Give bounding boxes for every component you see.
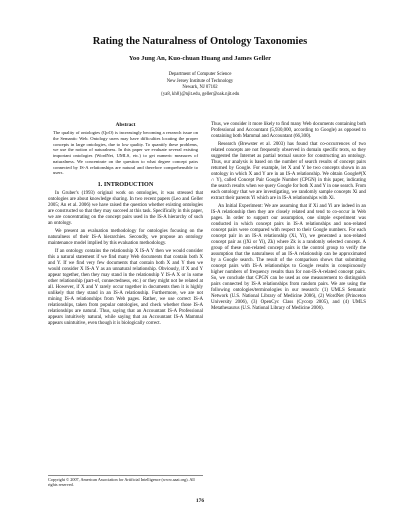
introduction-heading: 1. INTRODUCTION bbox=[97, 181, 154, 189]
abstract-heading: Abstract bbox=[115, 122, 136, 128]
abstract-text: The quality of ontologies (QoO) is increasingly becoming a research issue on the Semantic Web. Ontology users may have difficulties locating the proper concepts in large ontologies, due to low quality. To quantify these problems, we use the notion of naturalness. In this paper we evaluate several existing important ontologies (WordNet, UMLS, etc.) to get numeric measures of naturalness. We concentrate on the question to what degree concept pairs connected by IS-A relationships are natural and therefore comprehensible to users. bbox=[53, 130, 198, 176]
body-paragraph: If an ontology contains the relationship X IS-A Y then we would consider this a natural statement if we find many Web documents that contain both X and Y. If we find very few documents that contain both X and Y then we would consider X IS-A Y as an unnatural relationship. Obviously, if X and Y appear together, then they may stand in the relationship Y IS-A X or in some other relationship (part-of, connectedness, etc.) or they might not be related at all. However, if X and Y rarely occur together in documents then it is highly unlikely that they stand in an IS-A relationship. Furthermore, we are not mining IS-A relationships from Web pages. Rather, we use correct IS-A relationships, taken from popular ontologies, and check whether those IS-A relationships are natural. Thus, saying that an Accountant IS-A Professional appears intuitively natural, while saying that an Accountant IS-A Mammal appears unintuitive, even though it is biologically correct. bbox=[48, 248, 203, 327]
page-number: 176 bbox=[195, 498, 205, 504]
body-paragraph: Research (Brewster et al. 2003) has found that co-occurrences of two related concepts are not frequently observed in domain specific texts, so they suggested the Internet as partial textual source for constructing an ontology. Thus, our analysis is based on the number of search results of concept pairs returned by Google. For example, let X and Y be two concepts shown in an ontology in which X and Y are in an IS-A relationship. We obtain Google#(X ∩ Y), called Concept Pair Google Number (CPGN) in this paper, indicating the search results when we query Google for both X and Y in one search. From each ontology that we are investigating, we randomly sample concepts Xi and extract their parents Yi which are in IS-A relationships with Xi. bbox=[211, 141, 366, 202]
body-paragraph: Thus, we consider it more likely to find many Web documents containing both Professional and Accountant (5,930,000, according to Google) as opposed to containing both Mammal and Accountant (66,300). bbox=[211, 122, 366, 140]
affiliation-line: New Jersey Institute of Technology bbox=[166, 78, 234, 84]
affiliation-block bbox=[0, 72, 400, 98]
body-paragraph: We present an evaluation methodology for ontologies focusing on the naturalness of their IS-A hierarchies. Secondly, we propose an ontology maintenance model implied by this evaluation methodology. bbox=[48, 228, 203, 246]
right-column bbox=[211, 122, 366, 314]
body-paragraph: An Initial Experiment: We are assuming that if Xi and Yi are indeed in an IS-A relationship then they are closely related and tend to co-occur in Web pages. In order to support our assumption, one simple experiment was conducted in which concept pairs in IS-A relationships and non-related concept pairs were compared with respect to their Google numbers. For each concept pair in an IS-A relationship (Xi, Yi), we generated a non-related concept pair as ((Xi or Yi), Zk) where Zk is a randomly selected concept. A group of these non-related concept pairs is the control group to verify the assumption that the naturalness of an IS-A relationship can be approximated by a Google search. The result of the comparison shows that submitting concept pairs with IS-A relationships to Google results in conspicuously higher numbers of frequency results than for non-IS-A-related concept pairs. So, we conclude that CPGN can be used as one measurement to distinguish pairs connected by IS-A relationships from random pairs. We are using the following ontologies/terminologies in our research: (1) UMLS Semantic Network (U.S. National Library of Medicine 2006), (2) WordNet (Princeton University 2006), (3) OpenCyc Class (Cycorp 2005), and (4) UMLS Metathesaurus (U.S. National Library of Medicine 2006). bbox=[211, 203, 366, 312]
affiliation-line: {ya8, kh8}@njit.edu, geller@oak.njit.edu bbox=[160, 91, 240, 97]
body-paragraph: In Gruber's (1993) original work on ontologies, it was stressed that ontologies are about knowledge sharing. In two recent papers (Leo and Geller 2005; An et al. 2006) we have raised the question whether existing ontologies are constructed so that they may succeed at this task. Specifically in this paper, we are concentrating on the concept pairs used in the IS-A hierarchy of such an ontology. bbox=[48, 191, 203, 227]
paper-authors: Yoo Jung An, Kuo-chuan Huang and James Geller bbox=[128, 55, 272, 62]
left-column bbox=[48, 122, 203, 329]
copyright-notice: Copyright © 2007, American Association for Artificial Intelligence (www.aaai.org). All rights reserved. bbox=[48, 475, 203, 487]
paper-title: Rating the Naturalness of Ontology Taxonomies bbox=[92, 36, 308, 47]
affiliation-line: Newark, NJ 07102 bbox=[182, 85, 218, 91]
affiliation-line: Department of Computer Science bbox=[168, 72, 232, 77]
